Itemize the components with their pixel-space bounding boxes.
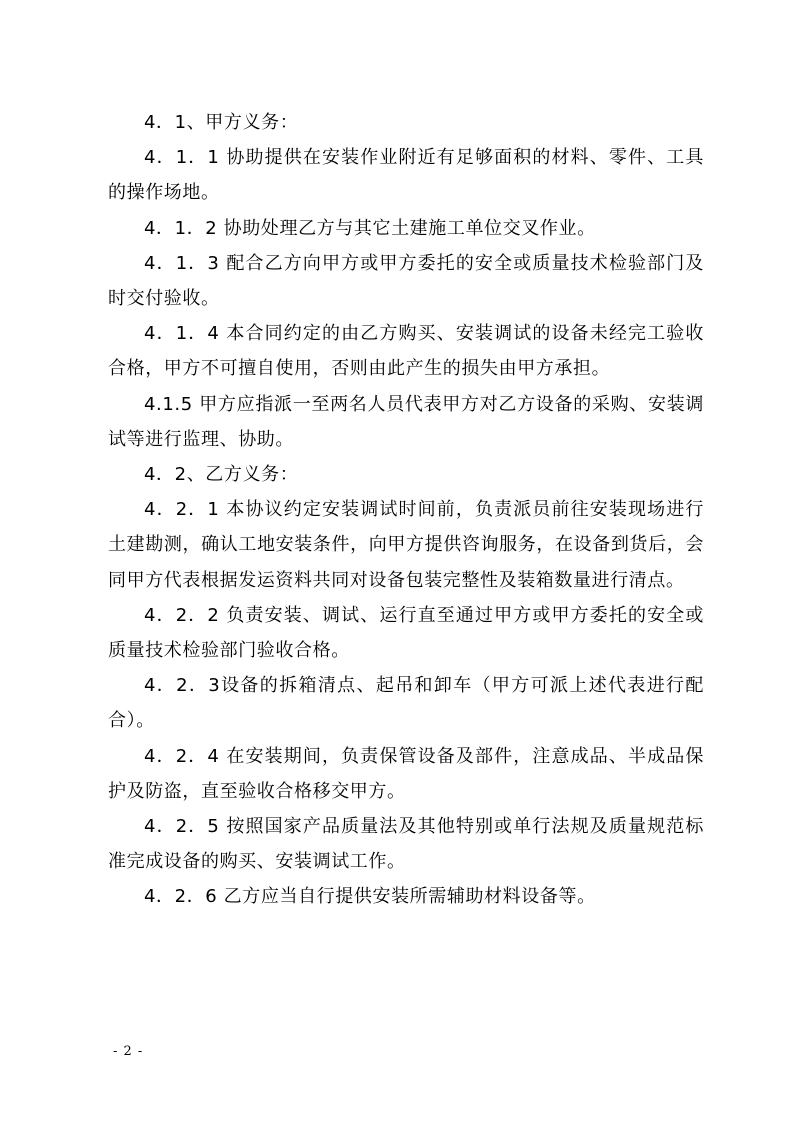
clause-4-1-3: 4．1．3 配合乙方向甲方或甲方委托的安全或质量技术检验部门及时交付验收。 [108,252,704,310]
clause-4-1-2: 4．1．2 协助处理乙方与其它土建施工单位交叉作业。 [144,217,596,239]
clause-4-2-heading: 4．2、乙方义务： [144,464,299,486]
clause-4-2-3: 4．2．3设备的拆箱清点、起吊和卸车（甲方可派上述代表进行配合）。 [108,675,704,732]
clause-4-1-heading: 4．1、甲方义务： [144,112,299,133]
document-body [108,105,704,915]
clause-4-1-5: 4.1.5 甲方应指派一至两名人员代表甲方对乙方设备的采购、安装调试等进行监理、协助。 [108,393,704,450]
clause-4-2-5: 4．2．5 按照国家产品质量法及其他特别或单行法规及质量规范标准完成设备的购买、安装调试工作。 [108,816,704,873]
clause-4-2-4: 4．2．4 在安装期间，负责保管设备及部件，注意成品、半成品保护及防盗，直至验收合格移交甲方。 [108,745,704,802]
clause-4-2-6: 4．2．6 乙方应当自行提供安装所需辅助材料设备等。 [144,886,596,908]
clause-4-2-2: 4．2．2 负责安装、调试、运行直至通过甲方或甲方委托的安全或质量技术检验部门验收合格。 [108,604,704,662]
page-number: - 2 - [113,1044,144,1059]
clause-4-2-1: 4．2．1 本协议约定安装调试时间前，负责派员前往安装现场进行土建勘测，确认工地安装条件，向甲方提供咨询服务，在设备到货后，会同甲方代表根据发运资料共同对设备包装完整性及装箱数量进行清点。 [108,499,704,591]
clause-4-1-4: 4．1．4 本合同约定的由乙方购买、安装调试的设备未经完工验收合格，甲方不可擅自使用，否则由此产生的损失由甲方承担。 [108,323,704,380]
clause-4-1-1: 4．1．1 协助提供在安装作业附近有足够面积的材料、零件、工具的操作场地。 [108,147,704,204]
